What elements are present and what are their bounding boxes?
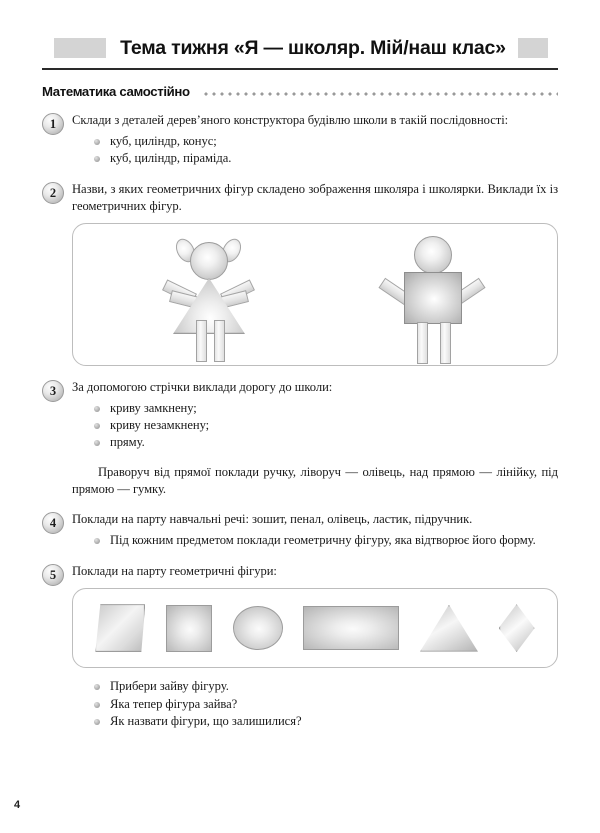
list-item: криву замкнену; <box>94 400 558 417</box>
task-3-paragraph-wrap <box>42 464 558 497</box>
task-3 <box>42 379 558 452</box>
task-5-bullets-wrap <box>42 678 558 730</box>
header-divider <box>42 68 558 70</box>
task-5-text: Поклади на парту геометричні фігури: <box>72 564 277 579</box>
list-item: пряму. <box>94 434 558 451</box>
rectangle-leg-right-icon <box>214 320 225 362</box>
shapes-stage <box>73 589 557 667</box>
task-4-text: Поклади на парту навчальні речі: зошит, пенал, олівець, ластик, підручник. <box>72 512 473 527</box>
triangle-shape <box>420 605 478 652</box>
rectangle-leg-left-icon <box>196 320 207 362</box>
schoolboy-figure <box>393 234 513 362</box>
list-item: куб, циліндр, конус; <box>94 133 558 150</box>
list-item: куб, циліндр, піраміда. <box>94 150 558 167</box>
header-accent-block-left <box>54 38 106 58</box>
task-1-bullets <box>72 133 558 168</box>
list-item: Прибери зайву фігуру. <box>94 678 558 695</box>
people-stage <box>73 224 557 365</box>
list-item: Під кожним предметом поклади геометричну фігуру, яка відтворює його форму. <box>94 532 558 549</box>
list-item: Як назвати фігури, що залишилися? <box>94 713 558 730</box>
task-number-badge: 2 <box>42 182 64 204</box>
rhombus-shape <box>499 604 535 652</box>
task-3-paragraph: Праворуч від прямої поклади ручку, ліворуч — олівець, над прямою — лінійку, під прямою — гумку. <box>72 464 558 496</box>
square-shape <box>166 605 212 652</box>
page-number: 4 <box>14 799 21 811</box>
task-1-text: Склади з деталей дерев’яного конструктора будівлю школи в такій послідовності: <box>72 113 509 127</box>
task-number-badge: 4 <box>42 512 64 534</box>
list-item: криву незамкнену; <box>94 417 558 434</box>
task-2 <box>42 181 558 214</box>
rectangle-shape <box>303 606 399 650</box>
subject-label: Математика самостійно <box>42 84 190 99</box>
schoolgirl-figure <box>169 234 289 362</box>
task-3-bullets <box>72 400 558 452</box>
task-3-text: За допомогою стрічки виклади дорогу до школи: <box>72 379 333 394</box>
task-4 <box>42 511 558 549</box>
square-torso-icon <box>404 272 462 324</box>
rectangle-leg-right-icon <box>440 322 451 364</box>
task-number-badge: 5 <box>42 564 64 586</box>
task-2-text: Назви, з яких геометричних фігур складено зображення школяра і школярки. Виклади їх із геометричних фігур. <box>72 182 558 214</box>
rectangle-leg-left-icon <box>417 322 428 364</box>
task-1 <box>42 112 558 167</box>
task-number-badge: 1 <box>42 113 64 135</box>
list-item: Яка тепер фігура зайва? <box>94 696 558 713</box>
task-number-badge: 3 <box>42 380 64 402</box>
subject-row <box>42 84 558 99</box>
header-accent-block-right <box>518 38 548 58</box>
page-header <box>42 33 560 63</box>
task-5-bullets <box>72 678 558 730</box>
task-4-bullets <box>72 532 558 549</box>
figures-people-frame <box>72 223 558 366</box>
task-5 <box>42 563 558 583</box>
worksheet-page <box>0 33 600 833</box>
circle-shape <box>233 606 283 650</box>
quadrilateral-shape <box>95 604 145 652</box>
circle-head-icon <box>414 236 452 274</box>
dotted-leader <box>204 92 558 96</box>
figures-shapes-frame <box>72 588 558 668</box>
page-title: Тема тижня «Я — школяр. Мій/наш клас» <box>120 36 506 59</box>
circle-head-icon <box>190 242 228 280</box>
